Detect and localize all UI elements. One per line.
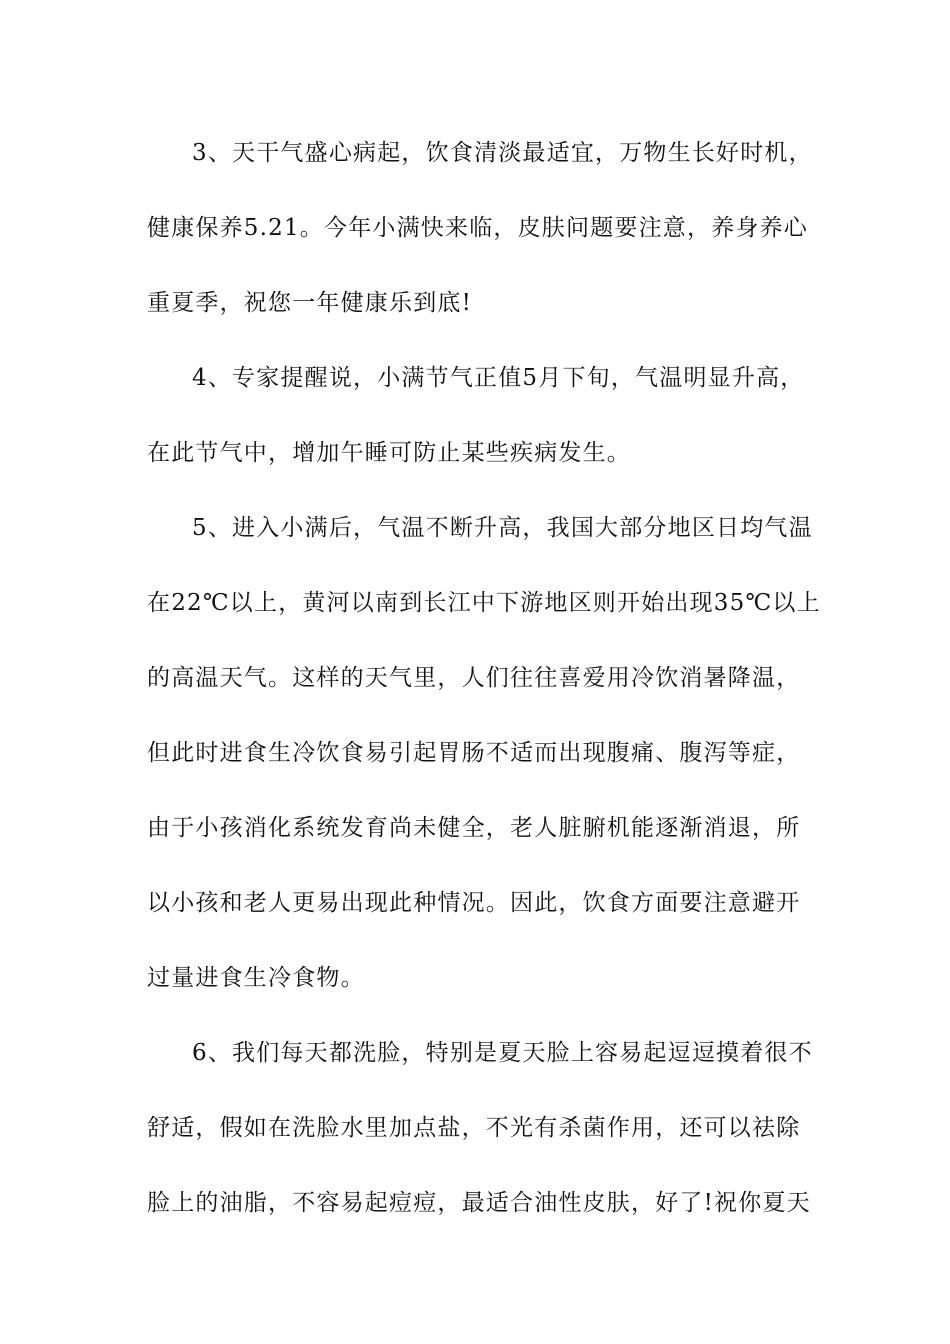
paragraph-5-line-6: 以小孩和老人更易出现此种情况。因此，饮食方面要注意避开 [147,890,801,916]
paragraph-5-line-7: 过量进食生冷食物。 [147,965,365,991]
paragraph-3-line-2: 健康保养5.21。今年小满快来临，皮肤问题要注意，养身养心 [147,215,809,241]
paragraph-5-line-1: 5、进入小满后，气温不断升高，我国大部分地区日均气温 [192,515,813,541]
paragraph-5-line-3: 的高温天气。这样的天气里，人们往往喜爱用冷饮消暑降温， [147,665,801,691]
paragraph-5-line-4: 但此时进食生冷饮食易引起胃肠不适而出现腹痛、腹泻等症， [147,740,801,766]
paragraph-6-line-2: 舒适，假如在洗脸水里加点盐，不光有杀菌作用，还可以祛除 [147,1115,801,1141]
paragraph-5-line-2: 在22℃以上，黄河以南到长江中下游地区则开始出现35℃以上 [147,590,821,616]
paragraph-6-line-1: 6、我们每天都洗脸，特别是夏天脸上容易起逗逗摸着很不 [192,1040,813,1066]
paragraph-6-line-3: 脸上的油脂，不容易起痘痘，最适合油性皮肤，好了!祝你夏天 [147,1190,811,1216]
paragraph-3-line-3: 重夏季，祝您一年健康乐到底! [147,290,473,316]
paragraph-3-line-1: 3、天干气盛心病起，饮食清淡最适宜，万物生长好时机， [192,140,813,166]
paragraph-5-line-5: 由于小孩消化系统发育尚未健全，老人脏腑机能逐渐消退，所 [147,815,801,841]
paragraph-4-line-1: 4、专家提醒说，小满节气正值5月下旬，气温明显升高， [192,365,805,391]
paragraph-4-line-2: 在此节气中，增加午睡可防止某些疾病发生。 [147,440,631,466]
